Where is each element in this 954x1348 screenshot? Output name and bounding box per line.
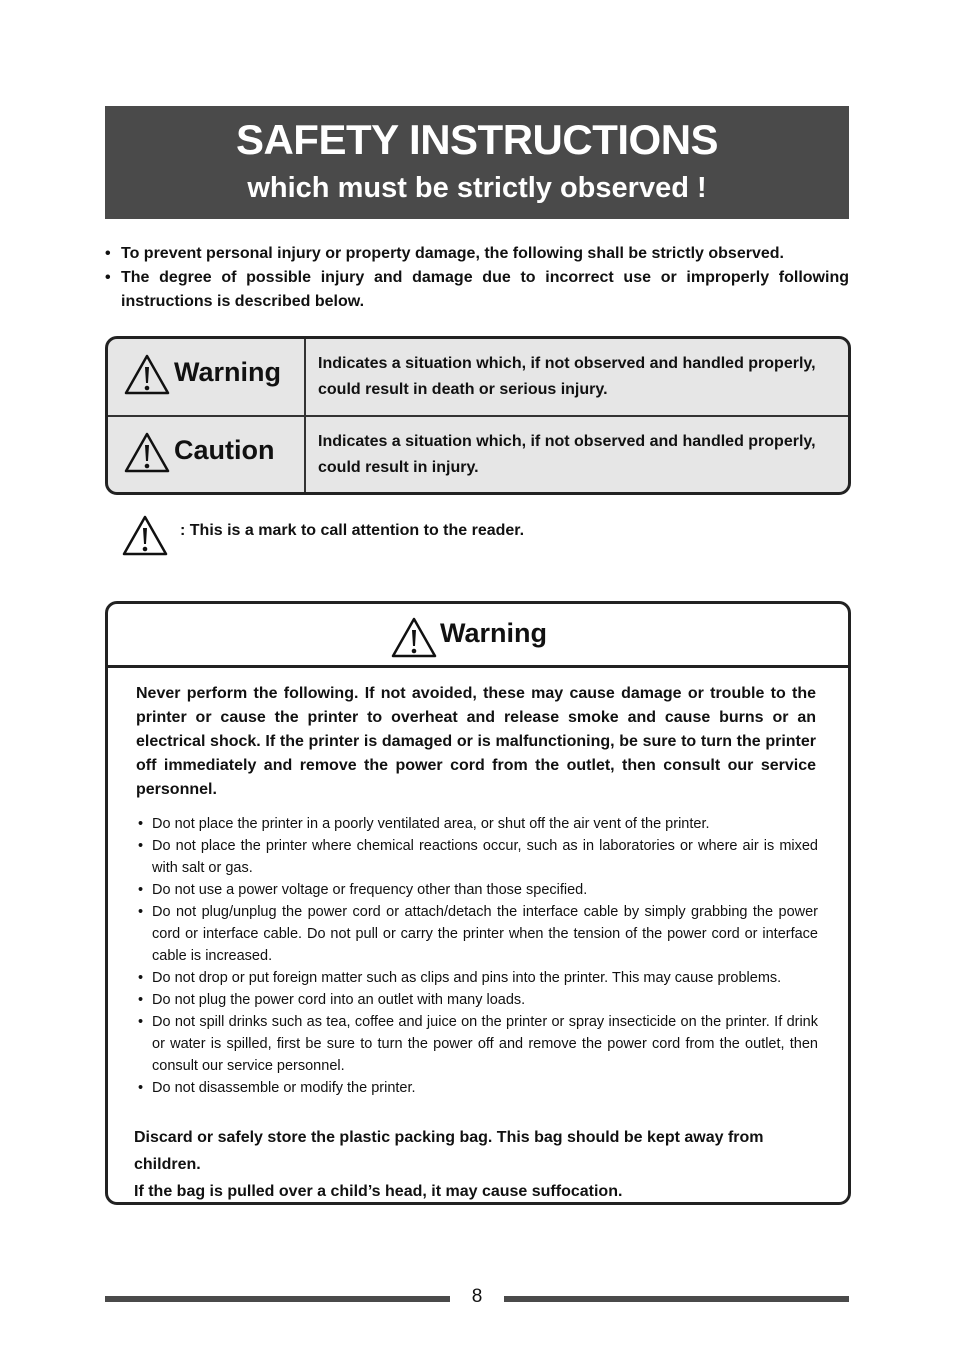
legend-row-caution [108,417,848,493]
list-item: • Do not plug/unplug the power cord or attach/detach the interface cable by simply grabbing the power cord or interface cable. Do not pull or carry the printer when the tension of the power cord or interface cable is increased. [136,901,818,967]
page-subtitle: which must be strictly observed ! [247,172,707,204]
list-item: • Do not place the printer where chemical reactions occur, such as in laboratories or where air is mixed with salt or gas. [136,835,818,879]
intro-item: • To prevent personal injury or property damage, the following shall be strictly observed. [105,242,849,266]
caution-triangle-icon [124,431,170,473]
warning-box [105,601,851,1205]
legend-caution-description: Indicates a situation which, if not observed and handled properly, could result in injury. [318,433,816,476]
list-item: • Do not plug the power cord into an outlet with many loads. [136,989,818,1011]
attention-mark-note: : This is a mark to call attention to the reader. [180,522,525,539]
warning-intro-paragraph: Never perform the following. If not avoided, these may cause damage or trouble to the printer or cause the printer to overheat and release smoke and cause burns or an electrical shock. If the printer is damaged or is malfunctioning, be sure to turn the printer off immediately and remove the power cord from the outlet, then consult our service personnel. [136,685,816,798]
warning-box-header [108,604,848,668]
legend-label-cell [108,339,306,415]
page-title: SAFETY INSTRUCTIONS [235,116,719,163]
warning-triangle-icon [124,353,170,395]
list-item: • Do not disassemble or modify the printer. [136,1077,818,1099]
warning-triangle-icon [391,616,437,658]
footer-rule-left [105,1296,450,1302]
intro-list [105,242,849,314]
legend-row-warning [108,339,848,417]
page-number: 8 [471,1286,483,1307]
attention-mark-icon [122,514,168,556]
list-item: • Do not use a power voltage or frequency other than those specified. [136,879,818,901]
packing-bag-line: Discard or safely store the plastic packing bag. This bag should be kept away from children. [134,1129,764,1173]
intro-item: • The degree of possible injury and damage due to incorrect use or improperly following instructions is described below. [105,266,849,314]
packing-bag-warning [134,1124,824,1205]
legend-warning-description: Indicates a situation which, if not observed and handled properly, could result in death or serious injury. [318,355,816,398]
legend-label-cell [108,417,306,493]
list-item: • Do not spill drinks such as tea, coffee and juice on the printer or spray insecticide on the printer. If drink or water is spilled, first be sure to turn the power off and remove the power cord from the outlet, then consult our service personnel. [136,1011,818,1077]
list-item: • Do not place the printer in a poorly ventilated area, or shut off the air vent of the printer. [136,813,818,835]
warning-box-title: Warning [440,618,547,648]
list-item: • Do not drop or put foreign matter such as clips and pins into the printer. This may cause problems. [136,967,818,989]
packing-bag-line: If the bag is pulled over a child’s head, it may cause suffocation. [134,1183,623,1200]
warning-item-list [136,813,818,1099]
legend-warning-label: Warning [174,357,281,387]
legend-caution-label: Caution [174,435,275,465]
hazard-legend-table [105,336,851,495]
page-header [105,106,849,219]
footer-rule-right [504,1296,849,1302]
